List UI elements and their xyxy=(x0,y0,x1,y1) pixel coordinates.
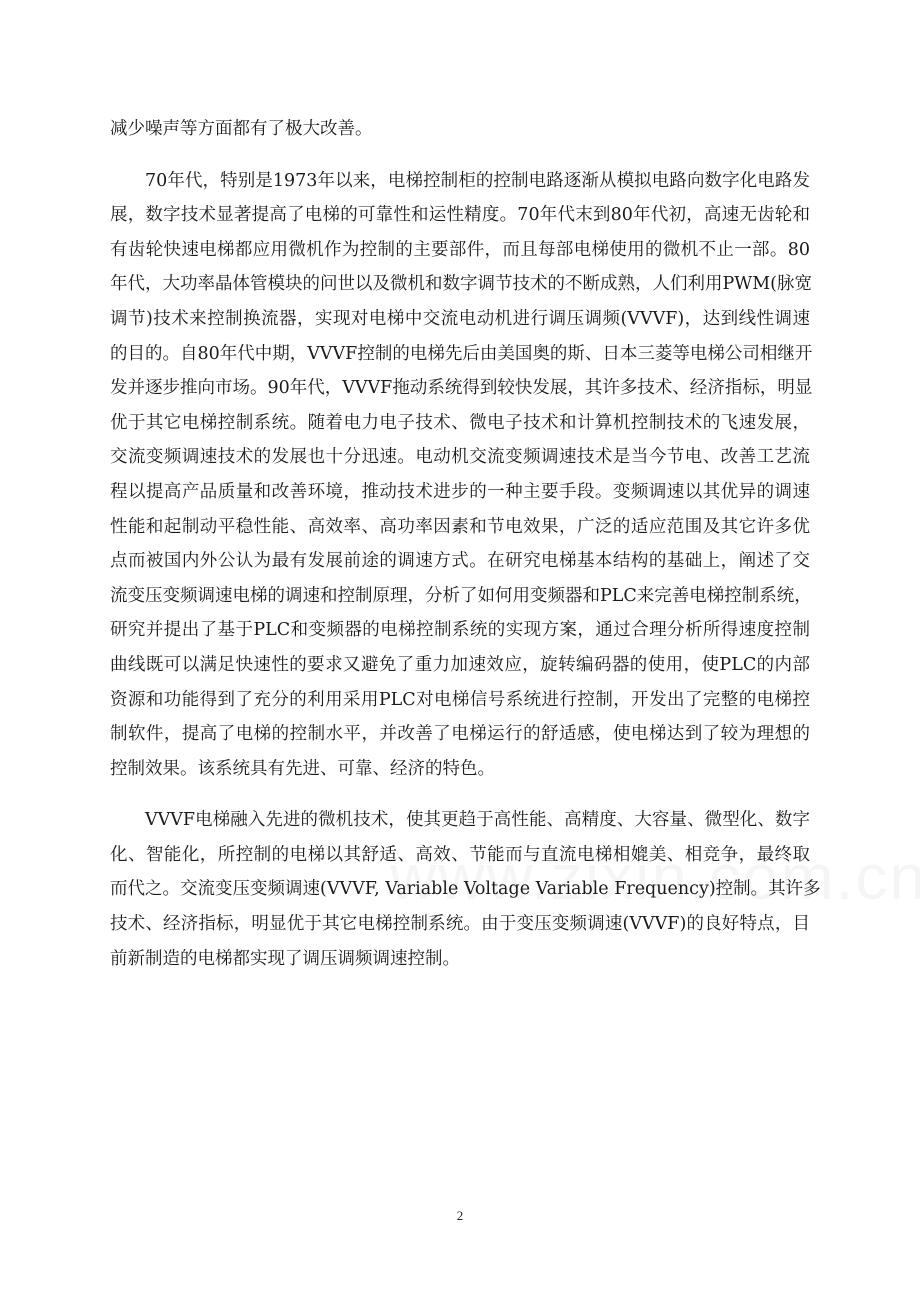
page-number: 2 xyxy=(456,1208,464,1223)
text-line: 研究并提出了基于PLC和变频器的电梯控制系统的实现方案，通过合理分析所得速度控制 xyxy=(110,620,810,641)
document-body xyxy=(110,112,821,976)
text-line: 而代之。交流变压变频调速(VVVF, Variable Voltage Variable Frequency)控制。其许多 xyxy=(110,879,821,900)
text-line: 发并逐步推向市场。90年代，VVVF拖动系统得到较快发展，其许多技术、经济指标，明显 xyxy=(110,378,813,399)
text-line: 资源和功能得到了充分的利用采用PLC对电梯信号系统进行控制，开发出了完整的电梯控 xyxy=(110,689,810,710)
text-line: 的目的。自80年代中期，VVVF控制的电梯先后由美国奥的斯、日本三菱等电梯公司相继开 xyxy=(110,343,813,364)
paragraph-gap xyxy=(110,786,810,803)
text-line: 性能和起制动平稳性能、高效率、高功率因素和节电效果，广泛的适应范围及其它许多优 xyxy=(110,516,810,537)
text-line: 交流变频调速技术的发展也十分迅速。电动机交流变频调速技术是当今节电、改善工艺流 xyxy=(110,447,810,468)
text-line: 展，数字技术显著提高了电梯的可靠性和运性精度。70年代末到80年代初，高速无齿轮和 xyxy=(110,205,810,226)
text-line: 技术、经济指标，明显优于其它电梯控制系统。由于变压变频调速(VVVF)的良好特点，目 xyxy=(110,914,810,935)
text-line: 点而被国内外公认为最有发展前途的调速方式。在研究电梯基本结构的基础上，阐述了交 xyxy=(110,551,810,572)
text-line: 年代，大功率晶体管模块的问世以及微机和数字调节技术的不断成熟，人们利用PWM(脉宽 xyxy=(110,274,813,295)
text-line: 前新制造的电梯都实现了调压调频调速控制。 xyxy=(110,948,460,969)
text-line: 控制效果。该系统具有先进、可靠、经济的特色。 xyxy=(110,758,495,779)
text-line: 化、智能化，所控制的电梯以其舒适、高效、节能而与直流电梯相媲美、相竞争，最终取 xyxy=(110,844,810,865)
text-line: 优于其它电梯控制系统。随着电力电子技术、微电子技术和计算机控制技术的飞速发展， xyxy=(110,412,810,433)
text-line: VVVF电梯融入先进的微机技术，使其更趋于高性能、高精度、大容量、微型化、数字 xyxy=(145,810,810,831)
paragraph xyxy=(110,164,813,787)
text-line: 曲线既可以满足快速性的要求又避免了重力加速效应，旋转编码器的使用，使PLC的内部 xyxy=(110,654,810,675)
text-line: 流变压变频调速电梯的调速和控制原理，分析了如何用变频器和PLC来完善电梯控制系统， xyxy=(110,585,812,606)
text-line: 制软件，提高了电梯的控制水平，并改善了电梯运行的舒适感，使电梯达到了较为理想的 xyxy=(110,724,810,745)
paragraph xyxy=(110,803,821,976)
text-line: 减少噪声等方面都有了极大改善。 xyxy=(110,119,373,139)
text-line: 70年代，特别是1973年以来，电梯控制柜的控制电路逐渐从模拟电路向数字化电路发 xyxy=(145,170,810,191)
text-line: 调节)技术来控制换流器，实现对电梯中交流电动机进行调压调频(VVVF)，达到线性调速 xyxy=(110,308,810,329)
text-line: 有齿轮快速电梯都应用微机作为控制的主要部件，而且每部电梯使用的微机不止一部。80 xyxy=(110,239,810,260)
paragraph xyxy=(110,112,810,147)
paragraph-gap xyxy=(110,147,810,164)
text-line: 程以提高产品质量和改善环境，推动技术进步的一种主要手段。变频调速以其优异的调速 xyxy=(110,481,810,502)
